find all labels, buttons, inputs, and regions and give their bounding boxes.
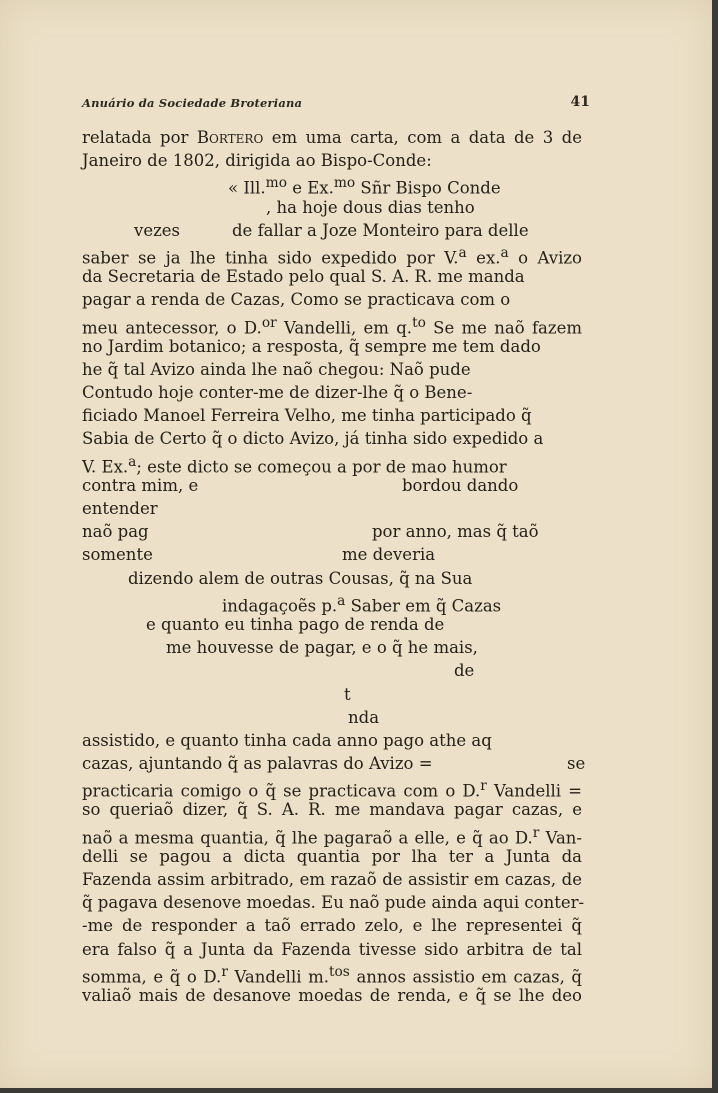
- text-line: practicaria comigo o q̃ se practicava com o D.$^r$ Vandelli =: [82, 778, 583, 801]
- text-line: delli se pagou a dicta quantia por lha ter a Junta da: [82, 846, 582, 866]
- text-line: me houvesse de pagar, e o q̃ he mais,: [166, 638, 478, 658]
- text-line: ficiado Manoel Ferreira Velho, me tinha participado q̃: [82, 406, 532, 426]
- text-line: meu antecessor, o D.$^{or}$ Vandelli, em q.$^{to}$ Se me naõ fazem: [82, 314, 582, 337]
- text-line: contra mim, e bordou dando: [82, 475, 519, 495]
- text-line: he q̃ tal Avizo ainda lhe naõ chegou: Naõ pude: [82, 359, 471, 379]
- text-line: entender: [82, 499, 158, 518]
- text-line: da Secretaria de Estado pelo qual S. A. R. me manda: [82, 267, 525, 287]
- text-line: valiaõ mais de desanove moedas de renda, e q̃ se lhe deo: [82, 985, 582, 1005]
- body-text: [82, 126, 586, 1007]
- text-line: era falso q̃ a Junta da Fazenda tivesse sido arbitra de tal: [82, 939, 582, 959]
- text-line: naõ pag por anno, mas q̃ taõ: [82, 522, 539, 542]
- text-line: t: [344, 684, 351, 704]
- running-title: Anuário da Sociedade Broteriana: [82, 96, 303, 110]
- text-line: Janeiro de 1802, dirigida ao Bispo-Conde:: [82, 151, 432, 171]
- page-number: 41: [570, 94, 590, 110]
- text-line: dizendo alem de outras Cousas, q̃ na Sua: [128, 568, 473, 588]
- text-line: assistido, e quanto tinha cada anno pago athe aq: [82, 730, 492, 750]
- text-line: indagaçoẽs p.$^a$ Saber em q̃ Cazas: [222, 592, 502, 616]
- text-line: , ha hoje dous dias tenho: [266, 197, 475, 217]
- text-line: -me de responder a taõ errado zelo, e lhe representei q̃: [82, 916, 582, 936]
- text-line: somma, e q̃ o D.$^r$ Vandelli m.$^{tos}$ annos assistio em cazas, q̃: [82, 963, 582, 987]
- text-line: vezes de fallar a Joze Monteiro para delle: [134, 220, 529, 240]
- author-name: Bortero: [196, 128, 264, 147]
- text-line: saber se ja lhe tinha sido expedido por V.$^a$ ex.$^a$ o Avizo: [82, 244, 582, 268]
- text-line: pagar a renda de Cazas, Como se practicava com o: [82, 290, 511, 310]
- text-line: relatada por Bortero em uma carta, com a data de 3 de: [82, 128, 582, 147]
- text-line: de: [454, 661, 475, 681]
- text-line: naõ a mesma quantia, q̃ lhe pagaraõ a elle, e q̃ ao D.$^r$ Van-: [82, 824, 583, 848]
- text-line: cazas, ajuntando q̃ as palavras do Avizo = se: [82, 754, 586, 774]
- text-line: nda: [348, 707, 380, 727]
- text-line: Contudo hoje conter-me de dizer-lhe q̃ o Bene-: [82, 383, 473, 403]
- text-line: Fazenda assim arbitrado, em razaõ de assistir em cazas, de: [82, 870, 582, 889]
- text-line: so queriaõ dizer, q̃ S. A. R. me mandava pagar cazas, e: [82, 800, 582, 820]
- text-line: Sabia de Certo q̃ o dicto Avizo, já tinha sido expedido a: [82, 429, 544, 449]
- text-line: V. Ex.$^a$; este dicto se começou a por de mao humor: [82, 453, 507, 477]
- text-line: q̃ pagava desenove moedas. Eu naõ pude ainda aqui conter-: [82, 893, 585, 913]
- text-line: somente me deveria: [82, 545, 436, 565]
- text-line: no Jardim botanico; a resposta, q̃ sempre me tem dado: [82, 336, 541, 356]
- text-line: e quanto eu tinha pago de renda de: [146, 614, 445, 634]
- letter-salutation: « Ill.$^{mo}$ e Ex.$^{mo}$ Sñr Bispo Conde: [228, 175, 501, 198]
